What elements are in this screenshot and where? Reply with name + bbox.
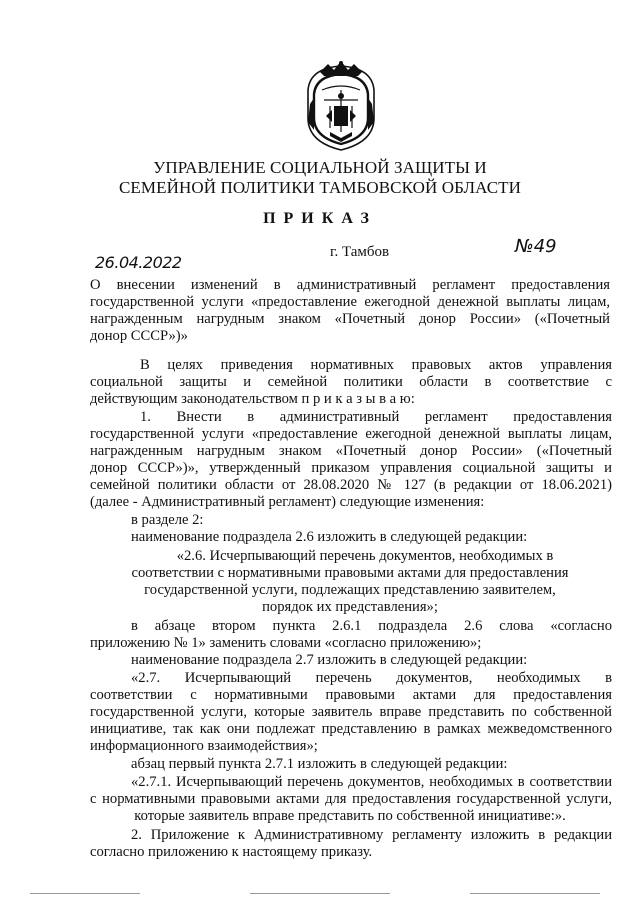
tambov-coat-of-arms-emblem [300,60,382,152]
subject-line: награжденным нагрудным знаком «Почетный донор России» («Почетный [90,311,610,327]
item-1-line: семейной политики области от 28.08.2020 № 127 (в редакции от 18.06.2021) [90,477,612,493]
organization-name-line1: УПРАВЛЕНИЕ СОЦИАЛЬНОЙ ЗАЩИТЫ И [153,158,487,177]
preamble-line: социальной защиты и семейной политики области в соответствие с [90,374,612,390]
item-2-line: 2. Приложение к Административному регламенту изложить в редакции [131,827,612,843]
paragraph-2-7-1-intro: абзац первый пункта 2.7.1 изложить в следующей редакции: [131,756,508,772]
subsection-2-6-intro: наименование подраздела 2.6 изложить в следующей редакции: [131,529,528,545]
document-number: №49 [515,236,557,257]
subsection-2-6-line: соответствии с нормативными правовыми актами для предоставления [131,565,569,581]
document-date: 26.04.2022 [95,253,182,272]
paragraph-2-6-1-line: в абзаце втором пункта 2.6.1 подраздела 2.6 слова «согласно [131,618,612,634]
paragraph-2-7-1-line: которые заявитель вправе представить по собственной инициативе:». [134,808,566,824]
scan-footer-line [250,893,390,894]
item-1-line: донор СССР»)», утвержденный приказом управления социальной защиты и [90,460,612,476]
subsection-2-6-line: «2.6. Исчерпывающий перечень документов, необходимых в [176,548,554,564]
subject-line: государственной услуги «предоставление ежегодной денежной выплаты лицам, [90,294,610,310]
item-1-line: награжденным нагрудным знаком «Почетный донор России» («Почетный [90,443,612,459]
subject-line: донор СССР»)» [90,328,188,344]
section-2-heading: в разделе 2: [131,512,204,528]
paragraph-2-7-1-line: «2.7.1. Исчерпывающий перечень документов, необходимых в соответствии [131,774,612,790]
paragraph-2-7-1-line: с нормативными правовыми актами для предоставления государственной услуги, [90,791,612,807]
subject-line: О внесении изменений в административный регламент предоставления [90,277,610,293]
subsection-2-7-intro: наименование подраздела 2.7 изложить в следующей редакции: [131,652,528,668]
item-1-line: 1. Внести в административный регламент предоставления [140,409,612,425]
preamble-line: В целях приведения нормативных правовых актов управления [140,357,612,373]
item-1-line: государственной услуги «предоставление ежегодной денежной выплаты лицам, [90,426,612,442]
document-city: г. Тамбов [330,244,390,260]
subsection-2-7-line: инициативе, так как они подлежат представлению в рамках межведомственного [90,721,612,737]
organization-name-line2: СЕМЕЙНОЙ ПОЛИТИКИ ТАМБОВСКОЙ ОБЛАСТИ [118,178,522,197]
scan-footer-line [30,893,140,894]
document-type-title: ПРИКАЗ [263,210,377,227]
subsection-2-6-line: порядок их представления»; [262,599,438,615]
subsection-2-7-line: государственной услуги, которые заявитель вправе представить по собственной [90,704,612,720]
paragraph-2-6-1-line: приложению № 1» заменить словами «согласно приложению»; [90,635,482,651]
subsection-2-7-line: «2.7. Исчерпывающий перечень документов, необходимых в [131,670,612,686]
preamble-line: действующим законодательством п р и к а з ы в а ю: [90,391,415,407]
item-1-line: (далее - Административный регламент) следующие изменения: [90,494,485,510]
subsection-2-7-line: информационного взаимодействия»; [90,738,318,754]
subsection-2-6-line: государственной услуги, подлежащих представлению заявителем, [144,582,556,598]
scan-footer-line [470,893,600,894]
item-2-line: согласно приложению к настоящему приказу. [90,844,373,860]
subsection-2-7-line: соответствии с нормативными правовыми актами для предоставления [90,687,612,703]
